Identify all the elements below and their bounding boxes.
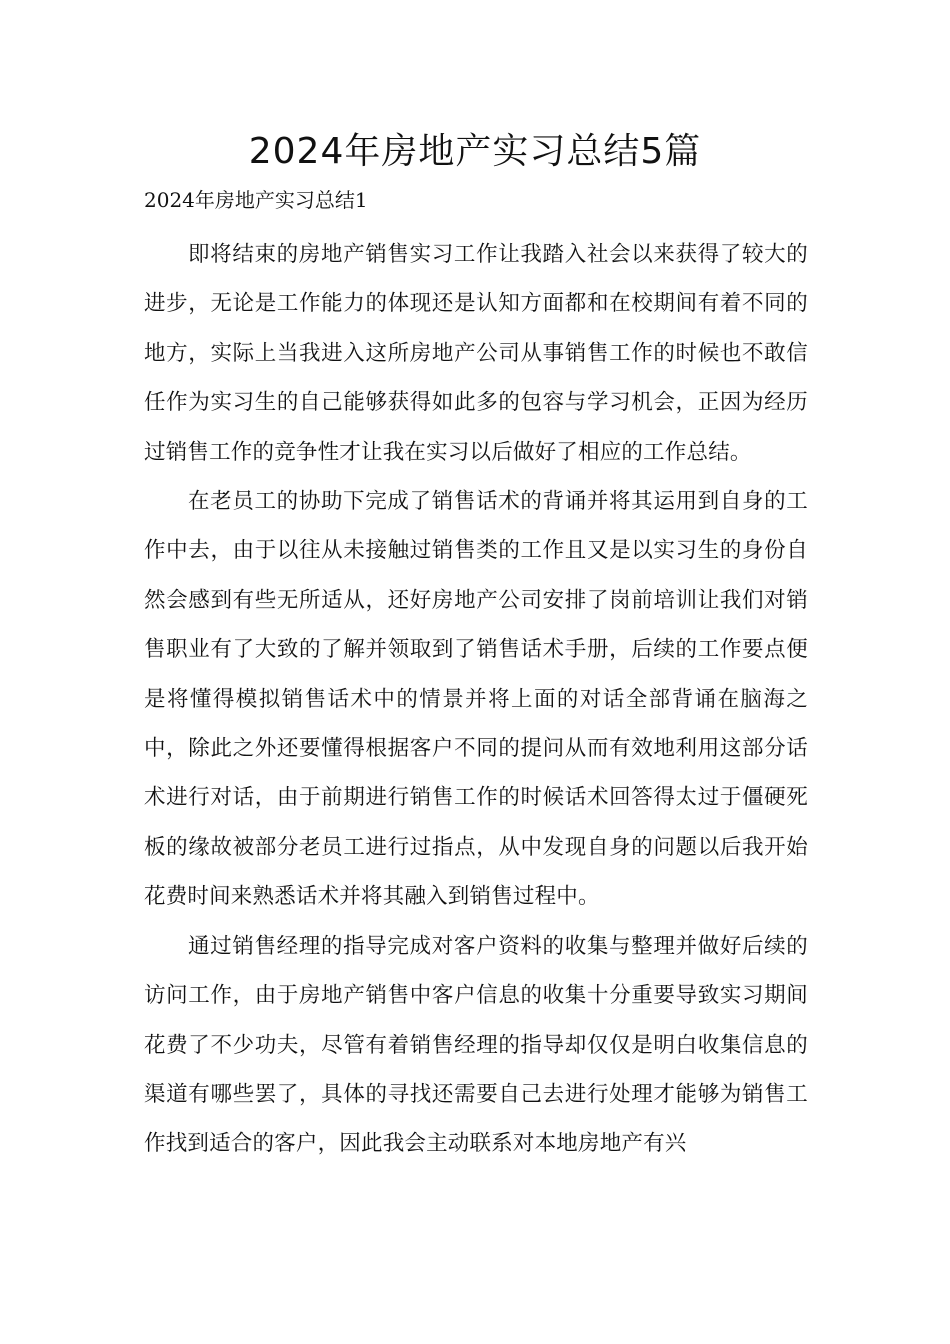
paragraph: 即将结束的房地产销售实习工作让我踏入社会以来获得了较大的进步，无论是工作能力的体现还是认知方面都和在校期间有着不同的地方，实际上当我进入这所房地产公司从事销售工作的时候也不敢信任作为实习生的自己能够获得如此多的包容与学习机会，正因为经历过销售工作的竞争性才让我在实习以后做好了相应的工作总结。 [144, 242, 808, 465]
paragraph: 在老员工的协助下完成了销售话术的背诵并将其运用到自身的工作中去，由于以往从未接触过销售类的工作且又是以实习生的身份自然会感到有些无所适从，还好房地产公司安排了岗前培训让我们对销售职业有了大致的了解并领取到了销售话术手册，后续的工作要点便是将懂得模拟销售话术中的情景并将上面的对话全部背诵在脑海之中，除此之外还要懂得根据客户不同的提问从而有效地利用这部分话术进行对话，由于前期进行销售工作的时候话术回答得太过于僵硬死板的缘故被部分老员工进行过指点，从中发现自身的问题以后我开始花费时间来熟悉话术并将其融入到销售过程中。 [144, 489, 808, 910]
document-body [144, 230, 808, 1169]
paragraph: 通过销售经理的指导完成对客户资料的收集与整理并做好后续的访问工作，由于房地产销售中客户信息的收集十分重要导致实习期间花费了不少功夫，尽管有着销售经理的指导却仅仅是明白收集信息的渠道有哪些罢了，具体的寻找还需要自己去进行处理才能够为销售工作找到适合的客户，因此我会主动联系对本地房地产有兴 [144, 933, 808, 1157]
document-title: 2024年房地产实习总结5篇 [248, 131, 702, 172]
section-heading: 2024年房地产实习总结1 [144, 188, 368, 212]
